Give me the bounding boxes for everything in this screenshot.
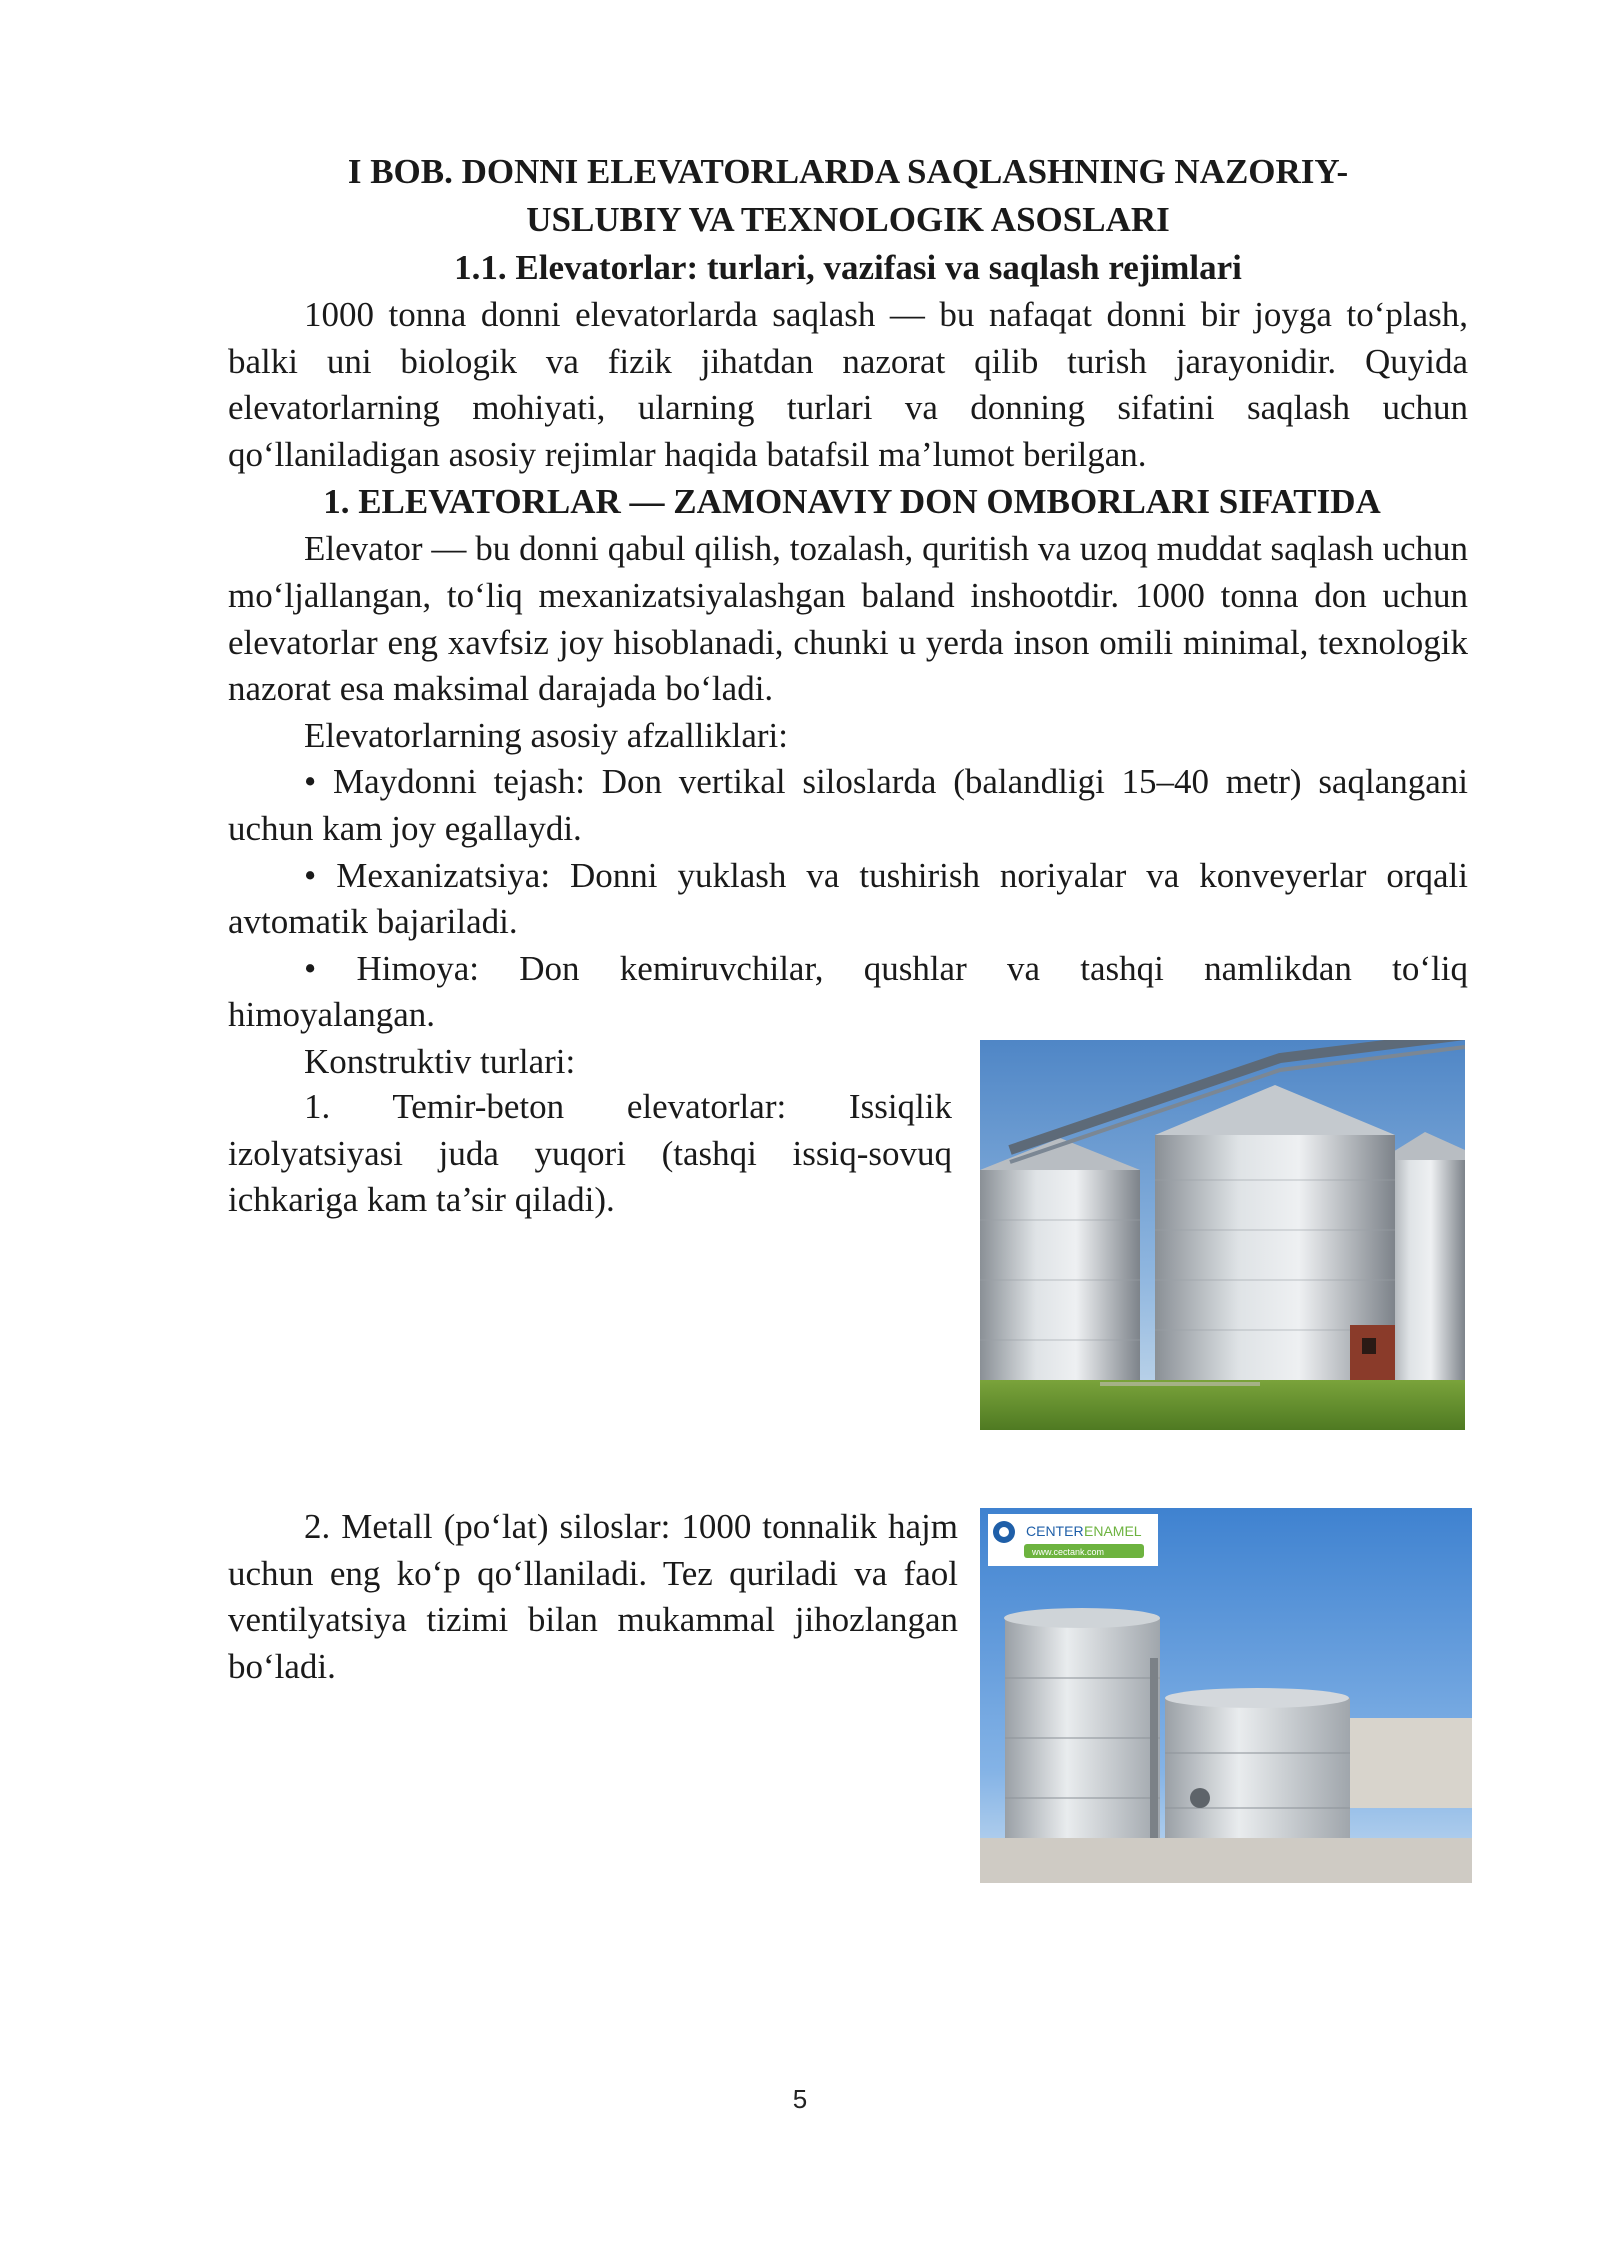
logo-brand-b: ENAMEL (1084, 1523, 1142, 1539)
elevator-paragraph: Elevator — bu donni qabul qilish, tozalash, quritish va uzoq muddat saqlash uchun mo‘ljallangan, to‘liq mexanizatsiyalashgan baland inshootdir. 1000 tonna don uchun elevatorlar eng xavfsiz joy hisoblanadi, chunki u yerda inson omili minimal, texnologik nazorat esa maksimal darajada bo‘ladi. (228, 529, 1468, 709)
subheading: 1. ELEVATORLAR — ZAMONAVIY DON OMBORLARI SIFATIDA (323, 482, 1381, 522)
silo-photo-1-image (980, 1040, 1465, 1430)
chapter-title-line-1: I BOB. DONNI ELEVATORLARDA SAQLASHNING NAZORIY- (347, 152, 1349, 191)
logo-url: www.cectank.com (1032, 1547, 1105, 1557)
page-number: 5 (792, 2084, 808, 2114)
chapter-title-line-2: USLUBIY VA TEXNOLOGIK ASOSLARI (526, 200, 1170, 239)
silo-photo-2-image (980, 1508, 1472, 1883)
advantage-item: • Himoya: Don kemiruvchilar, qushlar va tashqi namlikdan to‘liq himoyalangan. (228, 948, 1468, 1035)
advantage-item: • Mexanizatsiya: Donni yuklash va tushirish noriyalar va konveyerlar orqali avtomatik bajariladi. (228, 855, 1468, 942)
intro-paragraph: 1000 tonna donni elevatorlarda saqlash — bu nafaqat donni bir joyga to‘plash, balki uni biologik va fizik jihatdan nazorat qilib turish jarayonidir. Quyida elevatorlarning mohiyati, ularning turlari va donning sifatini saqlash uchun qo‘llaniladigan asosiy rejimlar haqida batafsil ma’lumot berilgan. (228, 295, 1468, 474)
type1-paragraph: 1. Temir-beton elevatorlar: Issiqlik izolyatsiyasi juda yuqori (tashqi issiq-sovuq ichkariga kam ta’sir qiladi). (228, 1087, 952, 1220)
logo-brand-a: CENTER (1026, 1523, 1084, 1539)
page-body (228, 148, 1468, 1086)
advantages-title: Elevatorlarning asosiy afzalliklari: (304, 715, 788, 755)
silo-photo-1 (980, 1040, 1465, 1430)
types-title: Konstruktiv turlari: (304, 1041, 576, 1081)
silo-photo-2 (980, 1508, 1472, 1883)
advantage-item: • Maydonni tejash: Don vertikal siloslarda (balandligi 15–40 metr) saqlangani uchun kam joy egallaydi. (228, 762, 1468, 848)
type2-paragraph: 2. Metall (po‘lat) siloslar: 1000 tonnalik hajm uchun eng ko‘p qo‘llaniladi. Tez quriladi va faol ventilyatsiya tizimi bilan mukammal jihozlangan bo‘ladi. (228, 1507, 958, 1686)
section-title: 1.1. Elevatorlar: turlari, vazifasi va saqlash rejimlari (454, 248, 1242, 287)
